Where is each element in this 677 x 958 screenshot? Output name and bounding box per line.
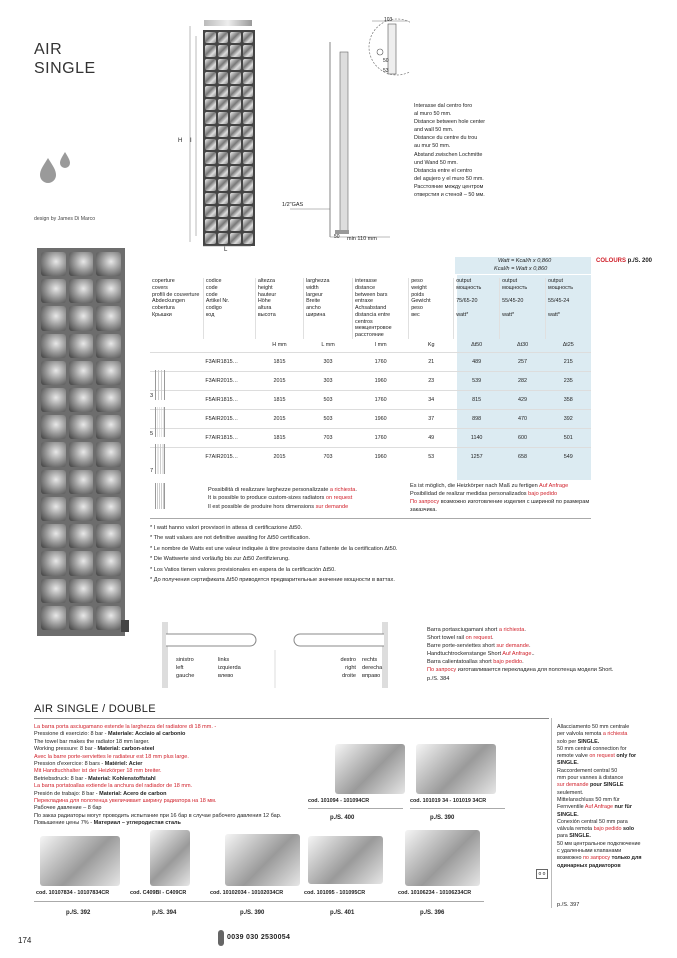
col-output-3: output мощность 55/45-24 watt* xyxy=(548,278,574,318)
col-height: altezza height hauteur Höhe altura высота xyxy=(255,278,303,339)
note-line: Distancia entre el centro xyxy=(414,167,473,174)
radiator-photo xyxy=(37,248,125,636)
col-output-2: output мощность 55/45-20 watt* xyxy=(500,278,546,339)
gas-thread-label: 1/2"GAS xyxy=(282,202,304,208)
cover-7-icon xyxy=(155,444,165,474)
cover-group-label: 7 xyxy=(150,468,154,474)
cover-5-icon xyxy=(155,407,165,437)
valve-page[interactable]: p./S. 396 xyxy=(420,910,445,916)
note-line: Расстояние между центром xyxy=(414,183,484,190)
designer-credit: design by James Di Marco xyxy=(34,216,96,222)
dim-label-h: H xyxy=(178,138,183,144)
section-title: AIR SINGLE / DOUBLE xyxy=(34,703,156,715)
note-line: und Wand 50 mm. xyxy=(414,159,458,166)
table-row: F3AIR1815… 1815 303 1760 21 489 257 215 xyxy=(150,353,591,372)
note-line: Distance du centre du trou xyxy=(414,135,478,142)
colours-link[interactable] xyxy=(596,258,652,266)
colours-page: p./S. 200 xyxy=(627,258,653,264)
valve-code: cod. 10102034 - 10102034CR xyxy=(210,890,284,896)
valve-code: cod. 101019 34 - 101019 34CR xyxy=(410,798,487,804)
custom-size-icon xyxy=(155,483,165,509)
side-profile xyxy=(280,12,410,252)
col-width: larghezza width largeur Breite ancho ширина xyxy=(304,278,353,339)
watt-note: * Le nombre de Watts est une valeur indiquée à titre provisoire dans l'attente de la certification Δt50. xyxy=(150,545,398,552)
valve-image-10106234 xyxy=(405,830,480,886)
unit-h: H mm xyxy=(272,342,287,349)
connection-icon: o o xyxy=(536,869,548,879)
valve-page[interactable]: p./S. 390 xyxy=(430,815,455,821)
towel-left-labels-2: links izquierda влево xyxy=(218,657,241,679)
conversion-line-1: Watt = Kcal/h x 0,860 xyxy=(498,258,552,264)
dim-label-l: L xyxy=(224,247,228,253)
table-row: F7AIR1815… 1815 703 1760 49 1140 600 501 xyxy=(150,429,591,448)
towel-bar-page[interactable]: p./S. 384 xyxy=(427,675,450,682)
dim-50: 50 xyxy=(383,58,389,64)
phone-icon xyxy=(218,930,224,946)
towel-right-labels-2: rechts derecha вправо xyxy=(362,657,383,679)
valve-image-101094 xyxy=(335,744,405,794)
page-title xyxy=(34,40,96,78)
valve-image-10107834 xyxy=(40,836,120,886)
colours-label: COLOURS xyxy=(596,258,626,264)
units-row xyxy=(150,339,591,353)
unit-i: I mm xyxy=(374,342,387,349)
valve-code: cod. 101094 - 101094CR xyxy=(308,798,370,804)
section-divider xyxy=(34,718,549,719)
watt-note: * Los Vatios tienen valores provisionales en espera de la certificación Δt50. xyxy=(150,566,336,573)
note-line: Interasse dal centro foro xyxy=(414,103,473,109)
phone-number: 0039 030 2530054 xyxy=(227,933,291,941)
towel-left-labels: sinistro left gauche xyxy=(176,657,195,679)
connection-page[interactable]: p./S. 397 xyxy=(557,902,580,908)
custom-size-note-right: Es ist möglich, die Heizkörper nach Maß zu fertigen Auf Anfrage Posibilidad de realizar medidas personalizados bajo pedido По запросу возможно изготовление изделия с шириной по размерам заказчика. xyxy=(410,483,590,514)
valve-image-101095 xyxy=(308,836,383,884)
title-line-2: SINGLE xyxy=(34,60,96,77)
cover-3-icon xyxy=(155,370,165,400)
section-vertical-divider xyxy=(551,718,552,908)
table-row: F5AIR2015… 2015 503 1960 37 898 470 392 xyxy=(150,410,591,429)
watt-note: * The watt values are not definitive awaiting for Δt50 certification. xyxy=(150,535,311,542)
note-line: del agujero y el muro 50 mm. xyxy=(414,175,484,182)
watt-note: * I watt hanno valori provvisori in attesa di certificazione Δt50. xyxy=(150,525,303,531)
watt-note: * Die Wattwerte sind vorläufig bis zur Δt50 Zertifizierung. xyxy=(150,556,290,563)
note-line: отверстия и стеной – 50 мм. xyxy=(414,192,485,199)
min-distance-label: min 110 mm xyxy=(347,236,377,242)
valve-page[interactable]: p./S. 394 xyxy=(152,910,177,916)
dim-103: 103 xyxy=(384,17,393,23)
conversion-line-2: Kcal/h = Watt x 0,860 xyxy=(494,266,548,272)
unit-kg: Kg xyxy=(427,342,435,349)
dimension-lines xyxy=(176,14,276,254)
page-number: 174 xyxy=(18,936,32,945)
dim-50-bottom: 50 xyxy=(334,234,340,240)
table-bottom-divider xyxy=(150,518,591,519)
table-row: F7AIR2015… 2015 703 1960 53 1257 658 549 xyxy=(150,448,591,467)
table-row: F3AIR2015… 2015 303 1960 23 539 282 235 xyxy=(150,372,591,391)
valve-image-10102034 xyxy=(225,834,300,886)
spacing-note xyxy=(414,102,524,199)
valve-page[interactable]: p./S. 400 xyxy=(330,815,355,821)
cover-group-label: 3 xyxy=(150,393,154,399)
valve-code: cod. C409BI - C409CR xyxy=(130,890,187,896)
col-code: codice code code Artikel Nr. codigo код xyxy=(203,278,255,339)
valve-image-c409 xyxy=(150,830,190,886)
table-row: F5AIR1815… 1815 503 1760 34 815 429 358 xyxy=(150,391,591,410)
valve-page[interactable]: p./S. 392 xyxy=(66,910,91,916)
note-line: Distance between hole center xyxy=(414,119,486,126)
valve-divider xyxy=(410,808,505,809)
col-covers: coperture covers profili de couverture Abdeckungen cobertura Крышки xyxy=(150,278,203,339)
towel-bar-text: Barra portasciugamani short a richiesta. Short towel rail on request. Barre porte-serviettes short sur demande. Handtuchtrockenstange Short Auf Anfrage.. Barra calientatoallas short bajo pedido. По запросу изготавливается перекладина для полотенца модели Short. p./S. 384 xyxy=(427,626,627,683)
valve-stub xyxy=(121,620,129,632)
watt-notes xyxy=(150,525,570,588)
accessory-text: La barra porta asciugamano estende la larghezza del radiatore di 18 mm. - Pressione di esercizio: 8 bar - Materiale: Acciaio al carbonio The towel bar makes the radiator 18 mm larger. Working pressure: 8 bar - Material: carbon-steel Avec la barre porte-serviettes le radiateur est 18 mm plus large. Pression d'exercice: 8 bars - Matériel: Acier Mit Handtuchhalter ist der Heizkörper 18 mm breiter. Betriebsdruck: 8 bar - Material: Kohlenstoffstahl La barra portatoallas extiende la anchura del radiador de 18 mm. Presión de trabajo: 8 bar - Material: Acero de carbon Перекладина для полотенца увеличивает ширину радиатора на 18 мм. Рабочее давление – 8 бар По заказ радиаторы могут проводить испытание при 16 бар в случае рабочего давления 12 бар. Повышение цены 7% - Материал – углеродистая сталь xyxy=(34,724,282,827)
note-line: al muro 50 mm. xyxy=(414,111,452,118)
col-weight: peso weight poids Gewicht peso вес xyxy=(409,278,454,339)
water-drops-icon xyxy=(36,150,76,186)
valve-bottom-divider xyxy=(34,901,484,902)
custom-size-note-left: Possibilità di realizzare larghezze personalizzate a richiesta. It is possible to produce custom-sizes radiators on request Il est possible de produire hors dimensions sur demande xyxy=(208,487,357,510)
unit-dt30: Δt30 xyxy=(516,342,529,349)
note-line: Abstand zwischen Lochmitte xyxy=(414,151,483,158)
table-header-row xyxy=(150,278,591,339)
note-line: au mur 50 mm. xyxy=(414,143,451,150)
unit-dt50: Δt50 xyxy=(471,342,483,349)
connection-note: Allacciamento 50 mm centrale per valvola remota a richiesta solo per SINGLE. 50 mm central connection for remote valve on request only for SINGLE. Raccordement central 50 mm pour vannes à distance sur demande pour SINGLE seulement. Mittelanschluss 50 mm für Fernventile Auf Anfrage nur für SINGLE. Conexión central 50 mm para válvula remota bajo pedido solo para SINGLE. 50 мм центральное подключение с удаленными клапанами возможно по запросу только для одинарных радиаторов xyxy=(557,724,642,869)
dim-53: 53 xyxy=(383,68,389,74)
valve-code: cod. 101095 - 101095CR xyxy=(304,890,366,896)
title-line-1: AIR xyxy=(34,41,63,58)
cover-group-label: 5 xyxy=(150,431,154,437)
note-line: and wall 50 mm. xyxy=(414,127,454,134)
radiator-photo-grid xyxy=(39,250,123,632)
watt-note: * До получения сертификата Δt50 приводятся предварительные значение мощности в ваттах. xyxy=(150,577,395,584)
radiator-front-drawing xyxy=(176,14,276,254)
valve-divider xyxy=(308,808,403,809)
col-output-1: output мощность 75/65-20 watt* xyxy=(454,278,500,339)
unit-dt25: Δt25 xyxy=(562,342,574,349)
side-view-drawing xyxy=(280,12,410,252)
valve-page[interactable]: p./S. 390 xyxy=(240,910,265,916)
valve-image-101019 xyxy=(416,744,496,794)
valve-page[interactable]: p./S. 401 xyxy=(330,910,355,916)
spec-table xyxy=(150,278,591,466)
phone-box xyxy=(218,930,290,946)
unit-l: L mm xyxy=(321,342,335,349)
towel-right-labels: destro right droite xyxy=(340,657,356,679)
dim-label-i: I xyxy=(190,138,192,144)
valve-code: cod. 10106234 - 10106234CR xyxy=(398,890,472,896)
col-distance: interasse distance between bars entraxe Achsabstand distancia entre centros межцентровое расстояние xyxy=(353,278,409,339)
valve-code: cod. 10107834 - 10107834CR xyxy=(36,890,110,896)
